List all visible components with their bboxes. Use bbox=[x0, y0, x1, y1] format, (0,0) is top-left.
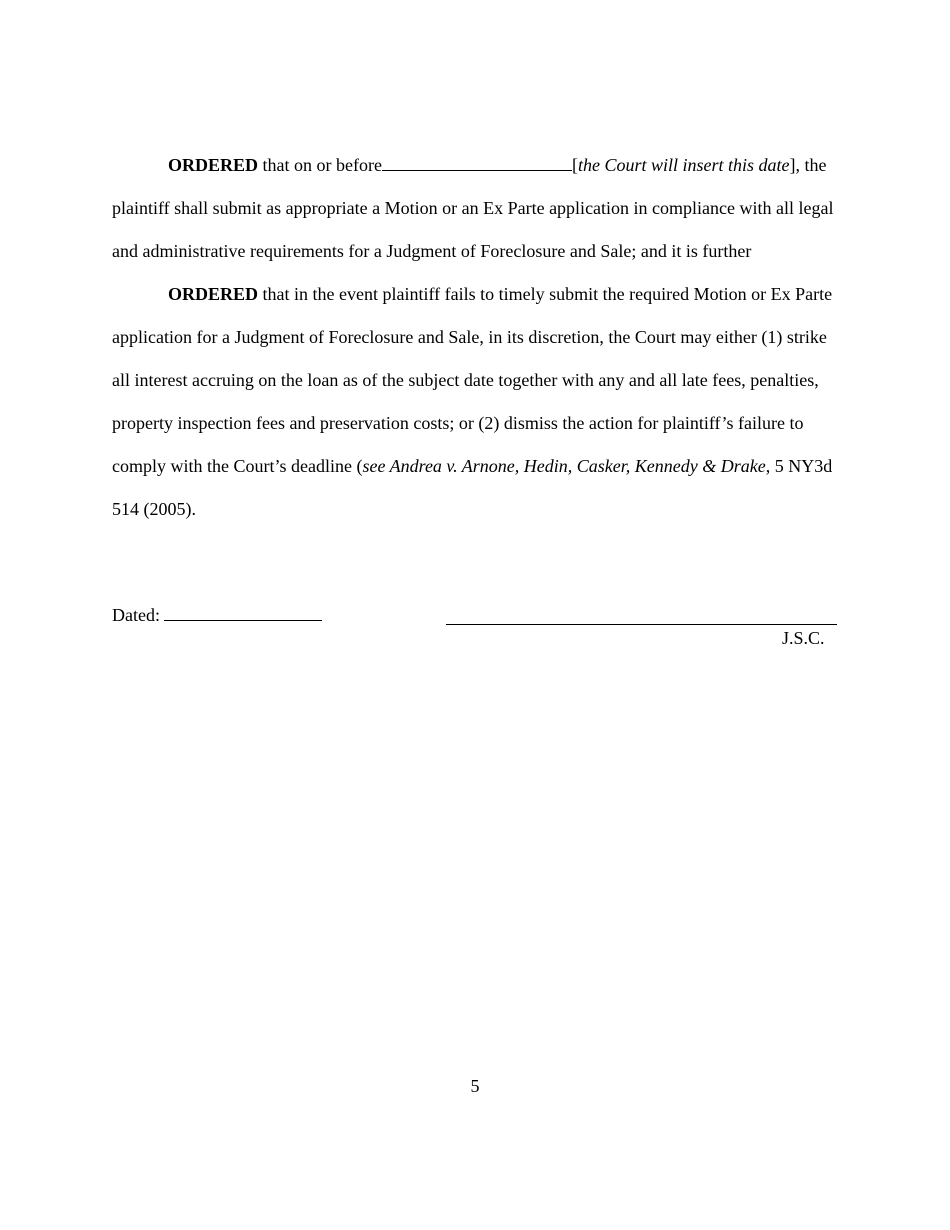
ordered-paragraph-failure bbox=[112, 273, 839, 531]
judge-title: J.S.C. bbox=[782, 628, 825, 648]
ordered-paragraph-submission: ORDERED that on or before [the Court will insert this date], the plaintiff shall submit as appropriate a Motion or an Ex Parte application in compliance with all legal and administrative requirements for a Judgment of Foreclosure and Sale; and it is further bbox=[112, 155, 834, 261]
citation-reference: , 5 NY3d 514 (2005). bbox=[112, 456, 833, 519]
date-blank-line bbox=[382, 169, 572, 171]
paragraph-text: that on or before bbox=[258, 155, 382, 175]
court-date-note: the Court will insert this date bbox=[577, 155, 790, 175]
paragraph-text: that in the event plaintiff fails to timely submit the required Motion or Ex Parte application for a Judgment of Foreclosure and Sale, in its discretion, the Court may either (1) strike all interest accruing on the loan as of the subject date together with any and all late fees, penalties, property inspection fees and preservation costs; or (2) dismiss the action for plaintiff’s failure to comply with the Court’s deadline ( bbox=[112, 284, 833, 476]
case-citation: see Andrea v. Arnone, Hedin, Casker, Kennedy & Drake bbox=[362, 456, 766, 476]
ordered-heading: ORDERED bbox=[168, 155, 259, 175]
dated-label: Dated: bbox=[112, 605, 160, 625]
judge-signature-line bbox=[446, 624, 837, 625]
paragraph-text: the plaintiff shall submit as appropriate a Motion or an Ex Parte application in compliance with all legal and administrative requirements for a Judgment of Foreclosure and Sale; and it is further bbox=[112, 155, 834, 261]
page-number: 5 bbox=[470, 1076, 480, 1096]
ordered-heading: ORDERED bbox=[168, 284, 259, 304]
dated-field bbox=[112, 603, 322, 627]
dated-blank-line bbox=[164, 604, 322, 621]
